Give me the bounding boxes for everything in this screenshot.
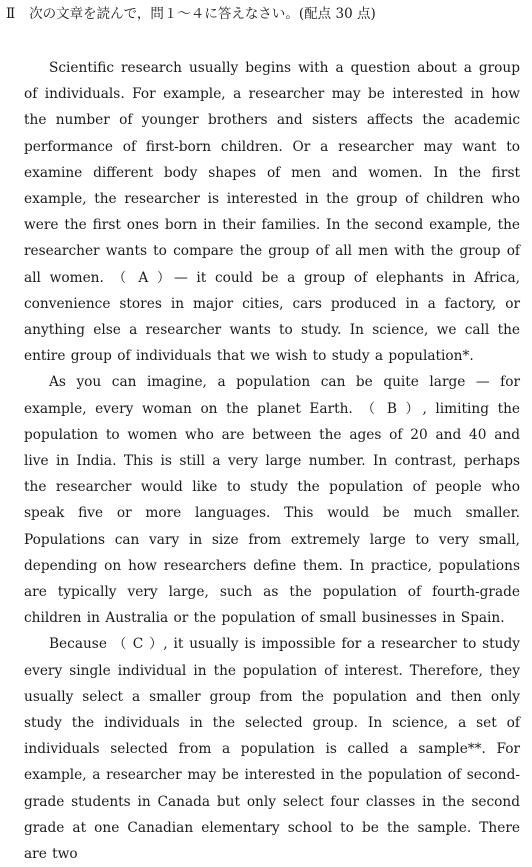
- section-number: Ⅱ: [6, 6, 16, 22]
- reading-passage: [24, 55, 520, 867]
- paragraph-2: As you can imagine, a population can be quite large — for example, every woman on the planet Earth. （ B ）, limiting the population to women who are between the ages of 20 and 40 and live in India. This is still a very large number. In contrast, perhaps the researcher would like to study the population of people who speak five or more languages. This would be much smaller. Populations can vary in size from extremely large to very small, depending on how researchers define them. In practice, populations are typically very large, such as the population of fourth-grade children in Australia or the population of small businesses in Spain.: [24, 374, 520, 627]
- paragraph-1: Scientific research usually begins with a question about a group of individuals. For example, a researcher may be interested in how the number of younger brothers and sisters affects the academic performance of first-born children. Or a researcher may want to examine different body shapes of men and women. In the first example, the researcher is interested in the group of children who were the first ones born in their families. In the second example, the researcher wants to compare the group of all men with the group of all women. （ A ）— it could be a group of elephants in Africa, convenience stores in major cities, cars produced in a factory, or anything else a researcher wants to study. In science, we call the entire group of individuals that we wish to study a population*.: [24, 60, 520, 365]
- question-header: [6, 4, 376, 24]
- question-instruction: 次の文章を読んで，問１～４に答えなさい。(配点 30 点): [29, 6, 376, 22]
- paragraph-3: Because （ C ）, it usually is impossible for a researcher to study every single individual in the population of interest. Therefore, they usually select a smaller group from the population and then only study the individuals in the selected group. In science, a set of individuals selected from a population is called a sample**. For example, a researcher may be interested in the population of second-grade students in Canada but only select four classes in the second grade at one Canadian elementary school to be the sample. There are two: [24, 636, 520, 863]
